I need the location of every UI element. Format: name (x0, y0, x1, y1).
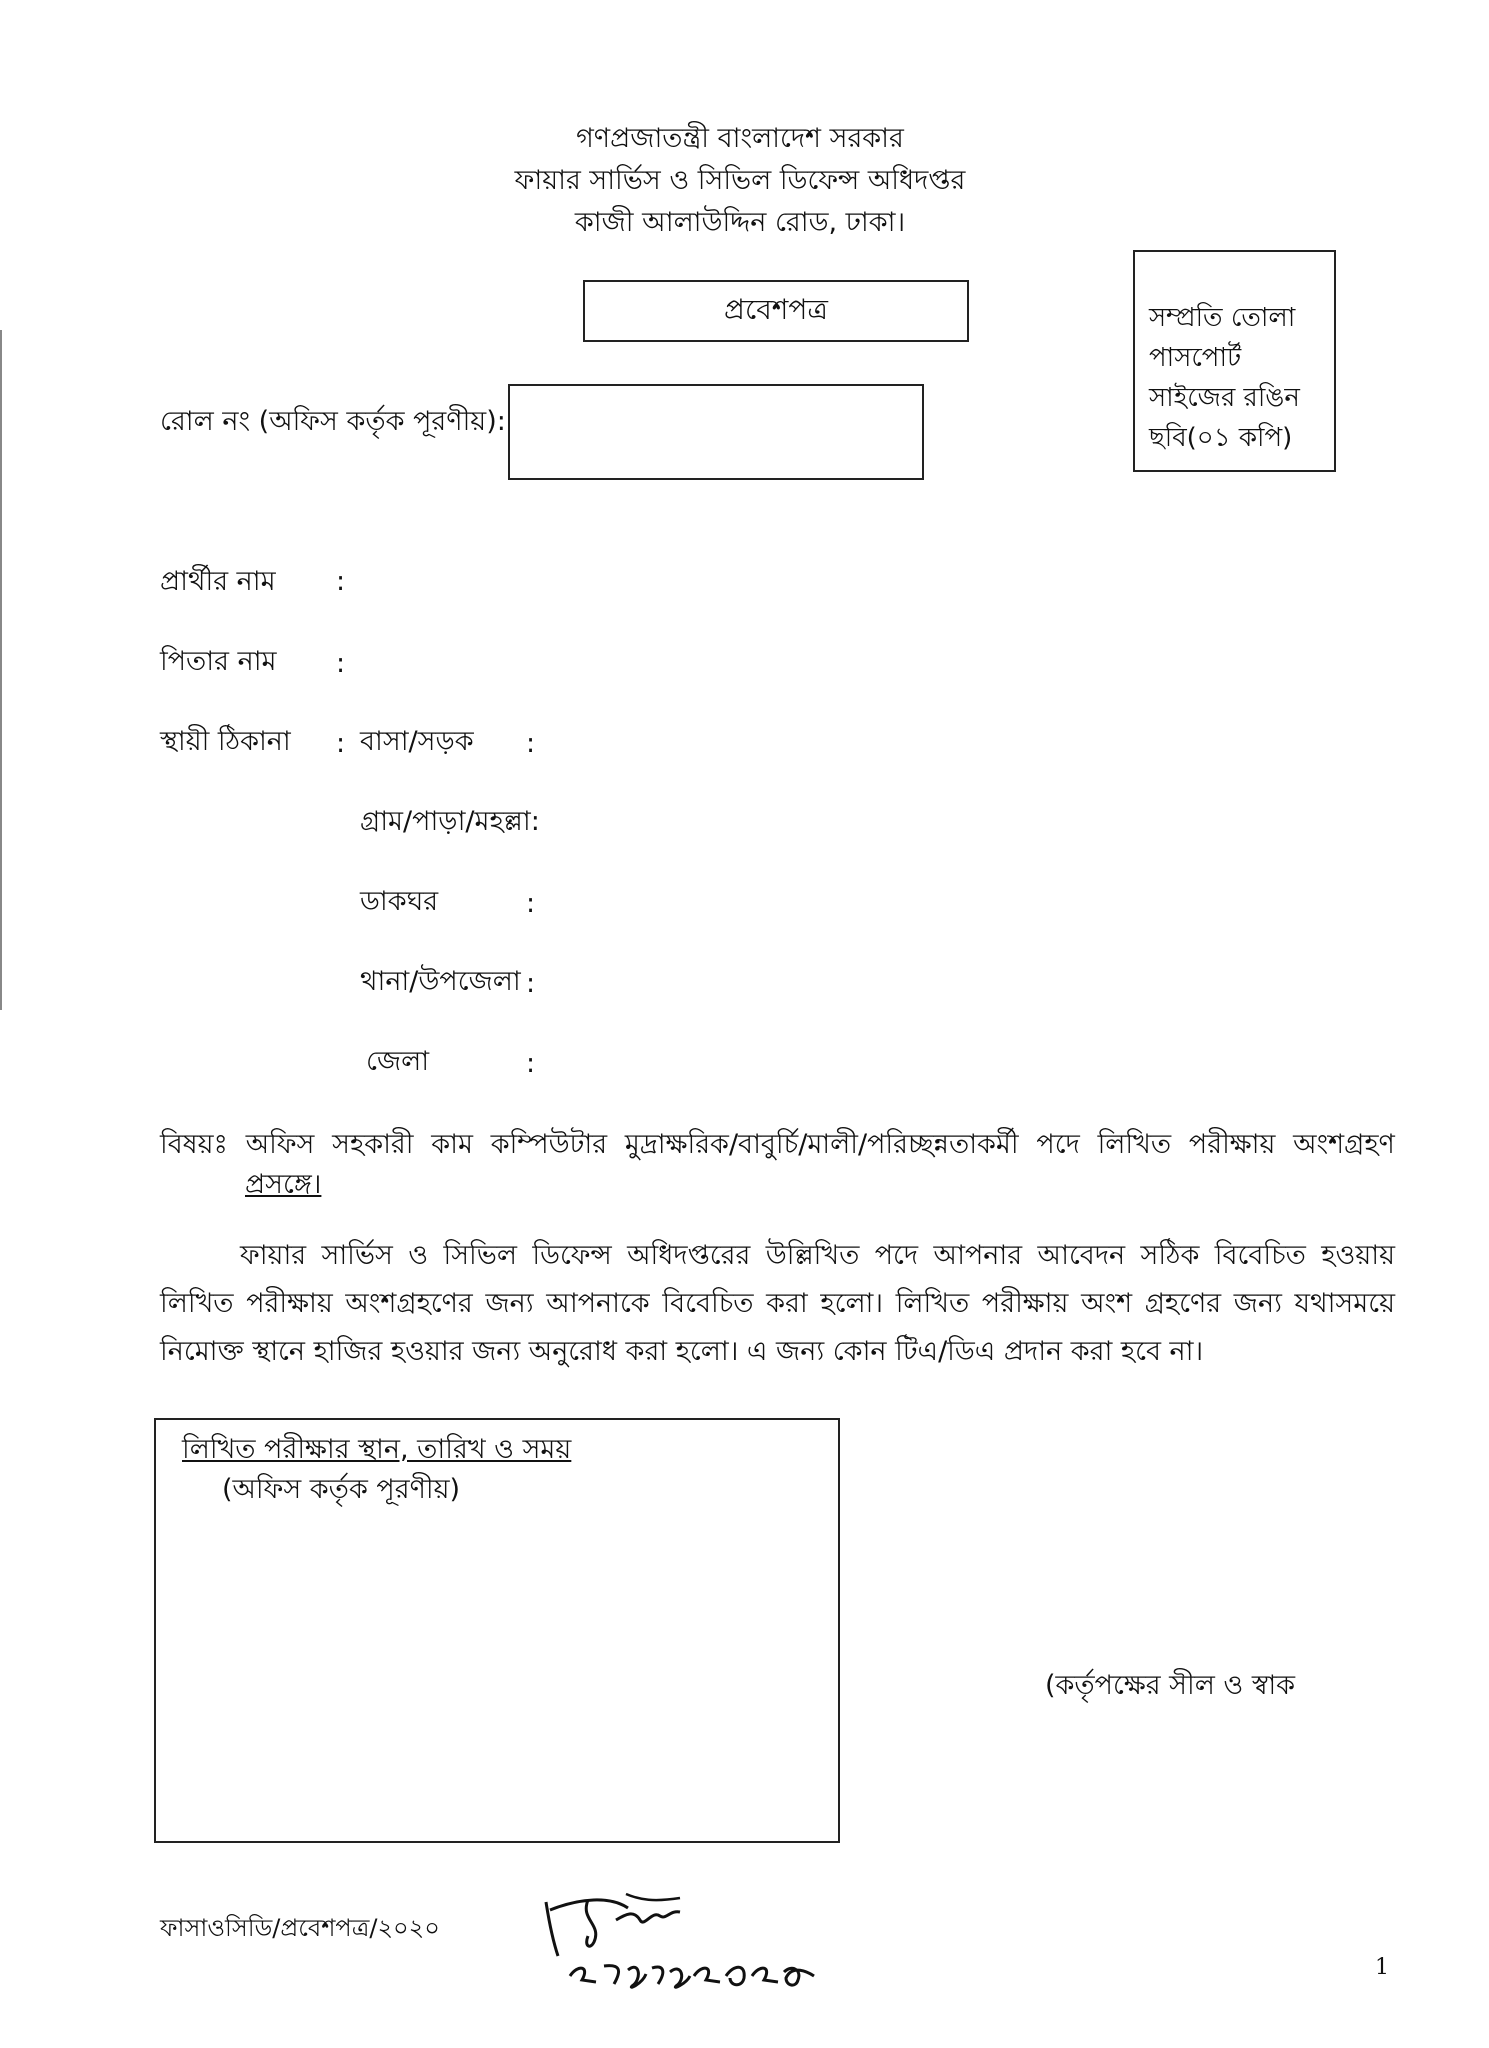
village-label: গ্রাম/পাড়া/মহল্লা: (360, 806, 540, 837)
document-header (380, 118, 1100, 244)
roll-number-label: রোল নং (অফিস কর্তৃক পূরণীয়): (160, 406, 506, 437)
page-number: 1 (1375, 1955, 1389, 1980)
subject-word: কাম (431, 1129, 473, 1160)
subject-row (160, 1125, 1395, 1165)
field-colon: : (336, 728, 346, 759)
handwritten-signature (530, 1880, 850, 2004)
permanent-address-label: স্থায়ী ঠিকানা (160, 726, 291, 757)
thana-label: থানা/উপজেলা (360, 966, 521, 997)
admit-card-title (583, 280, 969, 342)
exam-box-title: লিখিত পরীক্ষার স্থান, তারিখ ও সময় (182, 1434, 572, 1465)
scan-edge-line (0, 330, 2, 1010)
signature-icon (530, 1880, 850, 2000)
photo-box-line: সম্প্রতি তোলা (1149, 303, 1296, 333)
subject-line (160, 1125, 1395, 1205)
header-address: কাজী আলাউদ্দিন রোড, ঢাকা। (574, 207, 906, 238)
subject-word: কম্পিউটার (490, 1129, 608, 1160)
subject-word: অফিস (245, 1129, 315, 1160)
subject-row-2 (160, 1165, 1395, 1205)
photo-box-line: পাসপোর্ট (1149, 343, 1242, 373)
header-department: ফায়ার সার্ভিস ও সিভিল ডিফেন্স অধিদপ্তর (514, 165, 966, 196)
photo-box-line: সাইজের রঙিন (1149, 383, 1300, 413)
authority-seal-label: (কর্তৃপক্ষের সীল ও স্বাক (1045, 1670, 1296, 1701)
subject-label: বিষয়ঃ (160, 1129, 228, 1160)
exam-details-box (154, 1418, 840, 1843)
exam-box-subtitle: (অফিস কর্তৃক পূরণীয়) (222, 1474, 461, 1505)
subject-word: পরীক্ষায় (1188, 1129, 1276, 1160)
field-colon: : (526, 1048, 536, 1079)
subject-word: সহকারী (332, 1129, 414, 1160)
district-label: জেলা (366, 1046, 430, 1077)
subject-word: পদে (1036, 1129, 1080, 1160)
roll-number-box (508, 384, 924, 480)
field-colon: : (336, 648, 346, 679)
header-government: গণপ্রজাতন্ত্রী বাংলাদেশ সরকার (576, 123, 904, 154)
body-paragraph: ফায়ার সার্ভিস ও সিভিল ডিফেন্স অধিদপ্তরের উল্লিখিত পদে আপনার আবেদন সঠিক বিবেচিত হওয়ায় লিখিত পরীক্ষায় অংশগ্রহণের জন্য আপনাকে বিবেচিত করা হলো। লিখিত পরীক্ষায় অংশ গ্রহণের জন্য যথাসময়ে নিমোক্ত স্থানে হাজির হওয়ার জন্য অনুরোধ করা হলো। এ জন্য কোন টিএ/ডিএ প্রদান করা হবে না। (160, 1240, 1395, 1367)
subject-continuation: প্রসঙ্গে। (245, 1169, 322, 1200)
photo-box-line: ছবি(০১ কপি) (1149, 423, 1293, 453)
subject-word: অংশগ্রহণ (1293, 1129, 1395, 1160)
subject-word: লিখিত (1097, 1129, 1172, 1160)
admit-card-title-text: প্রবেশপত্র (724, 292, 828, 326)
house-road-label: বাসা/সড়ক (360, 726, 474, 757)
footer-reference-code: ফাসাওসিডি/প্রবেশপত্র/২০২০ (160, 1914, 440, 1942)
post-office-label: ডাকঘর (360, 886, 439, 917)
father-name-label: পিতার নাম (160, 646, 277, 677)
field-colon: : (526, 968, 536, 999)
field-colon: : (336, 566, 346, 597)
field-colon: : (526, 888, 536, 919)
field-colon: : (526, 728, 536, 759)
candidate-name-label: প্রার্থীর নাম (160, 566, 276, 597)
subject-word: মুদ্রাক্ষরিক/বাবুর্চি/মালী/পরিচ্ছন্নতাকর্মী (624, 1129, 1019, 1160)
photo-box (1133, 250, 1336, 472)
